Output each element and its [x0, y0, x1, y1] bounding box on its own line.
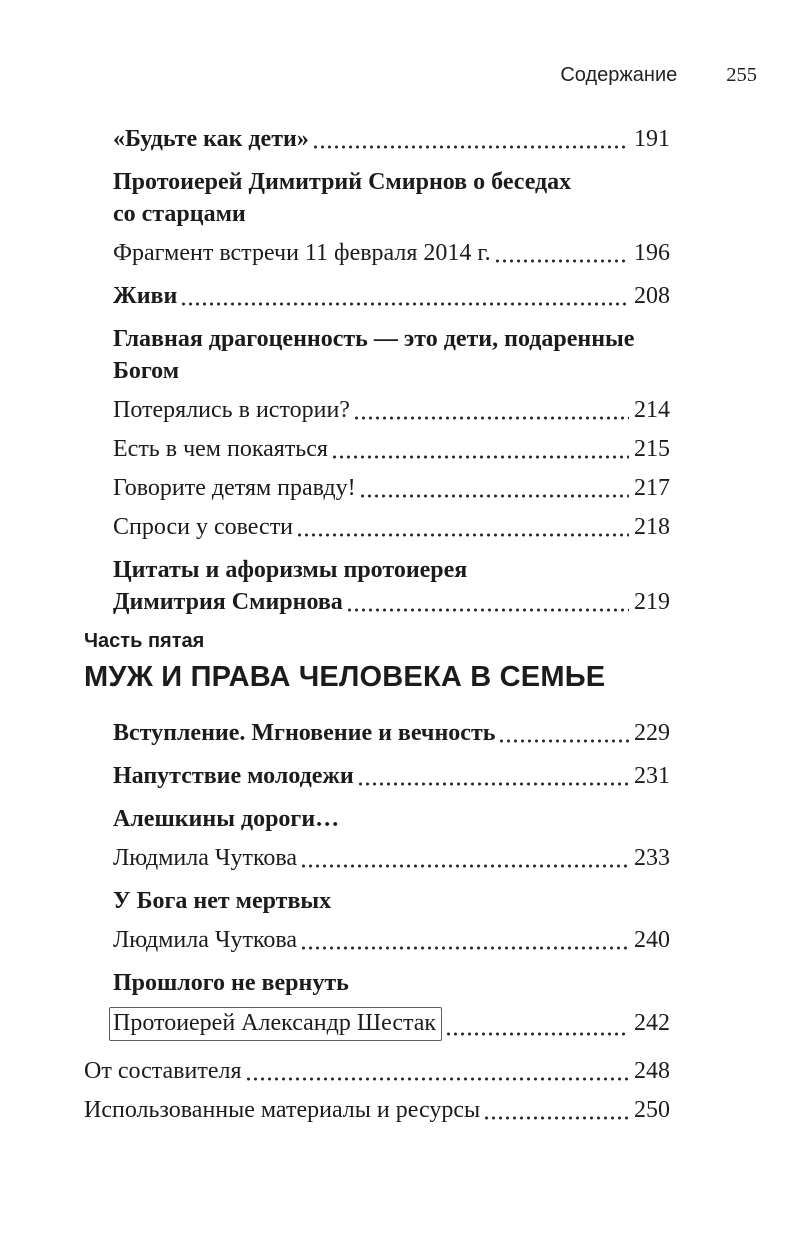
toc-entry-page-number: 215 — [634, 436, 670, 462]
toc-entry — [113, 587, 670, 617]
toc-entry — [113, 886, 670, 916]
toc-entry-page-number: 229 — [634, 720, 670, 746]
toc-entry — [113, 1007, 670, 1041]
toc-entry-label: Людмила Чуткова — [113, 845, 298, 871]
toc-entry — [113, 718, 670, 748]
toc-entry-page-number: 214 — [634, 397, 670, 423]
toc-entry — [113, 199, 670, 229]
toc-entry-label: Алешкины дороги… — [113, 806, 340, 832]
toc-entry — [84, 657, 670, 697]
toc-entry-page-number: 231 — [634, 763, 670, 789]
toc-entry — [113, 434, 670, 464]
toc-leader-dots — [331, 453, 629, 461]
toc-leader-dots — [296, 531, 629, 539]
toc-entry — [113, 473, 670, 503]
toc-leader-dots — [353, 414, 629, 422]
toc-entry-link-box[interactable]: Протоиерей Александр Шестак — [109, 1007, 442, 1041]
toc-entry-label: Прошлого не вернуть — [113, 970, 349, 996]
toc-entry — [113, 356, 670, 386]
toc-entry-page-number: 248 — [634, 1058, 670, 1084]
toc-leader-dots — [494, 257, 629, 265]
toc-entry — [113, 968, 670, 998]
toc-entry-label: Цитаты и афоризмы протоиерея — [113, 557, 468, 583]
toc-entry-label: Богом — [113, 358, 180, 384]
toc-leader-dots — [445, 1030, 629, 1038]
toc-entry — [84, 628, 670, 654]
toc-entry — [84, 1095, 670, 1125]
toc-entry-label: Есть в чем покаяться — [113, 436, 328, 462]
toc-entry-label: Потерялись в истории? — [113, 397, 350, 423]
toc-entry-label: Фрагмент встречи 11 февраля 2014 г. — [113, 240, 491, 266]
toc-leader-dots — [483, 1114, 629, 1122]
folio-page-number: 255 — [726, 64, 757, 86]
toc-entry-label: Главная драгоценность — это дети, подаренные — [113, 326, 635, 352]
toc-entry-label: У Бога нет мертвых — [113, 888, 332, 914]
toc-entry-label: Протоиерей Димитрий Смирнов о беседах — [113, 169, 572, 195]
toc-entry-label: Людмила Чуткова — [113, 927, 298, 953]
toc-entry — [113, 843, 670, 873]
toc-entry — [113, 555, 670, 585]
toc-list — [84, 124, 670, 1125]
toc-entry-page-number: 219 — [634, 589, 670, 615]
toc-entry — [113, 281, 670, 311]
toc-entry-label: Вступление. Мгновение и вечность — [113, 720, 496, 746]
toc-leader-dots — [498, 737, 629, 745]
toc-leader-dots — [346, 606, 629, 614]
toc-leader-dots — [180, 300, 629, 308]
toc-entry-page-number: 196 — [634, 240, 670, 266]
toc-entry-page-number: 250 — [634, 1097, 670, 1123]
toc-entry-label: Напутствие молодежи — [113, 763, 354, 789]
toc-entry-page-number: 242 — [634, 1010, 670, 1036]
toc-entry-label: «Будьте как дети» — [113, 126, 309, 152]
toc-leader-dots — [357, 780, 629, 788]
toc-entry — [113, 804, 670, 834]
toc-entry — [113, 925, 670, 955]
toc-entry — [113, 512, 670, 542]
toc-entry-label: МУЖ И ПРАВА ЧЕЛОВЕКА В СЕМЬЕ — [84, 661, 606, 693]
toc-entry-label: Живи — [113, 283, 178, 309]
toc-entry-label: Говорите детям правду! — [113, 475, 356, 501]
toc-entry-label: Димитрия Смирнова — [113, 589, 343, 615]
toc-entry — [113, 324, 670, 354]
toc-entry — [113, 238, 670, 268]
toc-entry — [84, 1056, 670, 1086]
toc-entry-label: Спроси у совести — [113, 514, 294, 540]
toc-entry-label: Использованные материалы и ресурсы — [84, 1097, 481, 1123]
running-title: Содержание — [560, 64, 678, 86]
toc-entry-page-number: 191 — [634, 126, 670, 152]
toc-entry — [113, 124, 670, 154]
toc-entry-page-number: 208 — [634, 283, 670, 309]
toc-entry-label: От составителя — [84, 1058, 242, 1084]
toc-entry-page-number: 240 — [634, 927, 670, 953]
toc-leader-dots — [359, 492, 629, 500]
toc-leader-dots — [312, 143, 629, 151]
toc-entry-page-number: 218 — [634, 514, 670, 540]
toc-entry-page-number: 217 — [634, 475, 670, 501]
toc-entry-page-number: 233 — [634, 845, 670, 871]
toc-entry — [113, 167, 670, 197]
toc-entry-label: Часть пятая — [84, 630, 205, 652]
page-header — [84, 62, 757, 88]
toc-leader-dots — [300, 862, 629, 870]
toc-entry-label: со старцами — [113, 201, 246, 227]
toc-entry — [113, 395, 670, 425]
toc-leader-dots — [245, 1075, 630, 1083]
toc-entry — [113, 761, 670, 791]
toc-leader-dots — [300, 944, 629, 952]
